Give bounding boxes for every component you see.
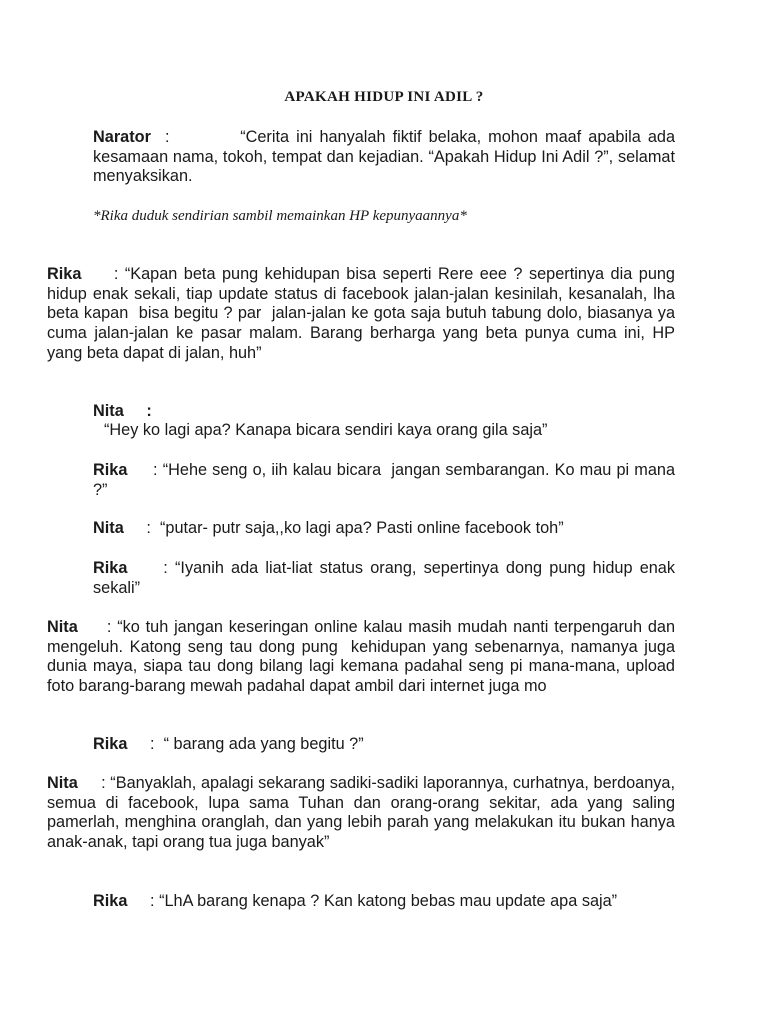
dialogue-text: “LhA barang kenapa ? Kan katong bebas mau update apa saja” [159,892,618,910]
dialogue-rika-4 [93,735,675,755]
document-title: APAKAH HIDUP INI ADIL ? [284,89,484,105]
speaker-name: Nita [47,618,78,636]
speaker-name: Rika [93,559,128,577]
speaker-separator: : [127,735,164,753]
speaker-separator: : [77,618,118,636]
dialogue-rika-5 [93,892,675,912]
dialogue-text: “Kapan beta pung kehidupan bisa seperti Rere eee ? sepertinya dia pung hidup enak sekali, tiap update status di facebook jalan-jalan kesinilah, kesanalah, lha beta kapan bisa begitu ? par jalan-jalan ke gota saja butuh tabung dolo, biasanya ya cuma jalan-jalan ke pasar malam. Barang berharga yang beta punya cuma ini, HP yang beta dapat di jalan, huh” [47,265,680,362]
dialogue-nita-4 [47,774,680,853]
dialogue-rika-1 [47,265,680,364]
speaker-name: Nita [93,402,124,420]
speaker-name: Nita [93,519,124,537]
dialogue-rika-2 [93,461,680,500]
dialogue-text: “Cerita ini hanyalah fiktif belaka, mohon maaf apabila ada kesamaan nama, tokoh, tempat dan kejadian. “Apakah Hidup Ini Adil ?”, selamat menyaksikan. [93,128,680,186]
speaker-separator: : [127,559,176,577]
dialogue-nita-1 [93,402,675,422]
dialogue-narator [93,128,680,187]
speaker-name: Rika [47,265,82,283]
speaker-separator: : [81,265,125,283]
stage-direction: *Rika duduk sendirian sambil memainkan HP kepunyaannya* [93,208,467,224]
speaker-separator: : [123,402,152,420]
speaker-name: Rika [93,461,128,479]
dialogue-nita-3 [47,618,680,697]
dialogue-text: “putar- putr saja,,ko lagi apa? Pasti online facebook toh” [159,519,564,537]
dialogue-text: “Banyaklah, apalagi sekarang sadiki-sadiki laporannya, curhatnya, berdoanya, semua di facebook, lupa sama Tuhan dan orang-orang sekitar, ada yang saling pamerlah, menghina oranglah, dan yang lebih parah yang melakukan itu bukan hanya anak-anak, tapi orang tua juga banyak” [47,774,680,852]
dialogue-text: “ barang ada yang begitu ?” [163,735,364,753]
speaker-separator: : [77,774,111,792]
speaker-name: Narator [93,128,151,146]
speaker-separator: : [150,128,241,146]
speaker-name: Rika [93,892,128,910]
dialogue-text: “ko tuh jangan keseringan online kalau masih mudah nanti terpengaruh dan mengeluh. Katong seng tau dong pung kehidupan yang sebenarnya, namanya juga dunia maya, siapa tau dong bilang lagi kemana padahal seng pi mana-mana, upload foto barang-barang mewah padahal dapat ambil dari internet juga mo [47,618,680,696]
speaker-separator: : [127,461,163,479]
dialogue-rika-3 [93,559,685,598]
dialogue-nita-2 [93,519,675,539]
speaker-name: Nita [47,774,78,792]
speaker-name: Rika [93,735,128,753]
dialogue-text: “Iyanih ada liat-liat status orang, sepertinya dong pung hidup enak sekali” [93,559,685,597]
speaker-separator: : [123,519,160,537]
dialogue-text: “Hehe seng o, iih kalau bicara jangan sembarangan. Ko mau pi mana ?” [93,461,680,499]
speaker-separator: : [127,892,160,910]
dialogue-text: “Hey ko lagi apa? Kanapa bicara sendiri kaya orang gila saja” [104,421,548,439]
